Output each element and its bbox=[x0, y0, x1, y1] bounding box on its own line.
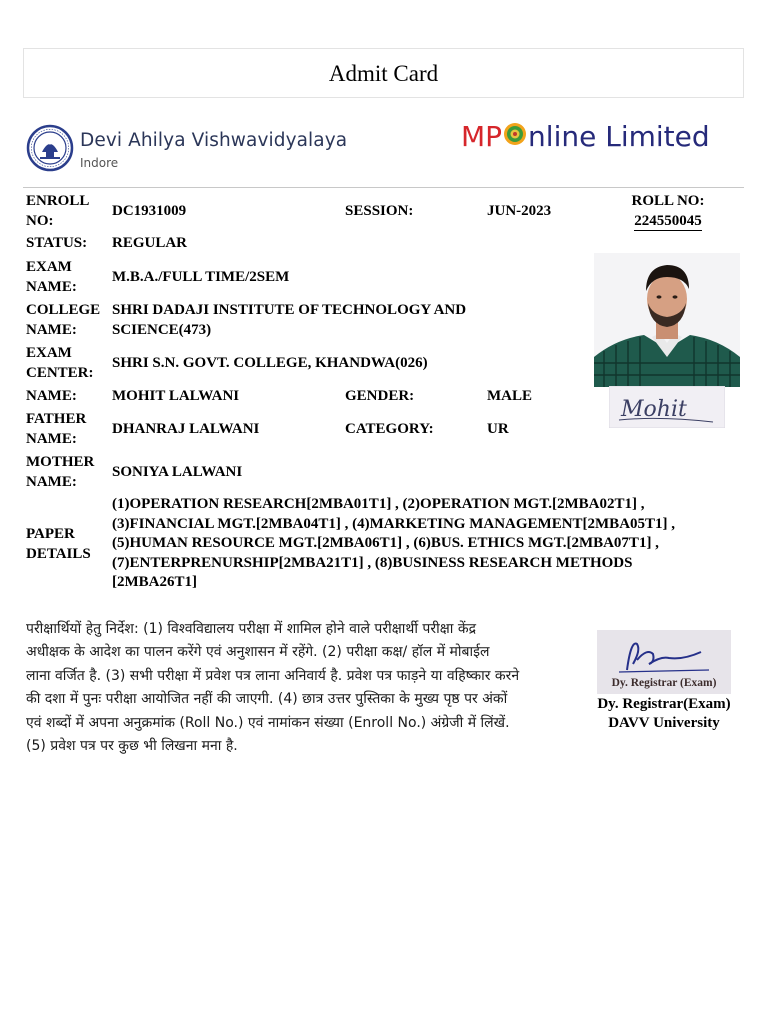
paper-line: (3)FINANCIAL MGT.[2MBA04T1] , (4)MARKETING MANAGEMENT[2MBA05T1] , bbox=[112, 515, 676, 532]
instruction-line: एवं शब्दों में अपना अनुक्रमांक (Roll No.) एवं नामांकन संख्या (Enroll No.) अंग्रेजी में लिंखें. bbox=[26, 714, 510, 731]
college-value bbox=[112, 301, 466, 340]
paper-line: (7)ENTERPRENURSHIP[2MBA21T1] , (8)BUSINESS RESEARCH METHODS bbox=[112, 554, 633, 571]
mother-name-value: SONIYA LALWANI bbox=[112, 464, 243, 480]
mponline-suffix: nline Limited bbox=[528, 119, 710, 153]
registrar-stamp-text: Dy. Registrar (Exam) bbox=[611, 677, 717, 689]
page-title: Admit Card bbox=[328, 61, 439, 86]
session-label: SESSION: bbox=[345, 203, 414, 219]
paper-details-label-line-1: PAPER bbox=[26, 526, 75, 542]
category-value: UR bbox=[487, 421, 509, 437]
mponline-prefix: MP bbox=[461, 119, 503, 153]
enroll-label-line-1: ENROLL bbox=[26, 193, 90, 209]
instruction-line: लाना वर्जित है. (3) सभी परीक्षा में प्रवेश पत्र लाना अनिवार्य है. प्रवेश पत्र फाड़ने या वहिष्कार करने bbox=[26, 667, 520, 684]
college-label-line-2: NAME: bbox=[26, 321, 77, 338]
father-name-label-line-2: NAME: bbox=[26, 430, 77, 447]
roll-label: ROLL NO: bbox=[631, 193, 705, 209]
exam-name-value: M.B.A./FULL TIME/2SEM bbox=[112, 269, 290, 285]
exam-center-label-line-2: CENTER: bbox=[26, 364, 94, 381]
candidate-signature-text: Mohit bbox=[621, 397, 687, 422]
mponline-logo bbox=[461, 116, 710, 156]
registrar-university: DAVV University bbox=[608, 715, 720, 731]
registrar-signature bbox=[597, 630, 731, 694]
gender-label: GENDER: bbox=[345, 388, 415, 404]
father-name-label bbox=[26, 410, 86, 449]
candidate-signature bbox=[609, 386, 725, 428]
instruction-line: परीक्षार्थियों हेतु निर्देश: (1) विश्वविद्यालय परीक्षा में शामिल होने वाले परीक्षार्थी परीक्षा केंद्र bbox=[26, 621, 477, 637]
status-label: STATUS: bbox=[26, 235, 88, 251]
paper-details-label-line-2: DETAILS bbox=[26, 545, 91, 562]
roll-number-block bbox=[620, 192, 716, 231]
mother-name-label-line-2: NAME: bbox=[26, 473, 77, 490]
college-value-line-2: SCIENCE(473) bbox=[112, 321, 212, 338]
college-value-line-1: SHRI DADAJI INSTITUTE OF TECHNOLOGY AND bbox=[112, 302, 467, 318]
paper-details-value bbox=[112, 495, 675, 593]
registrar-title: Dy. Registrar(Exam) bbox=[597, 696, 731, 712]
paper-line: (5)HUMAN RESOURCE MGT.[2MBA06T1] , (6)BUS. ETHICS MGT.[2MBA07T1] , bbox=[112, 535, 659, 551]
session-value: JUN-2023 bbox=[487, 203, 552, 219]
university-emblem-icon bbox=[26, 124, 74, 172]
category-label: CATEGORY: bbox=[345, 421, 434, 437]
instructions bbox=[26, 618, 586, 758]
college-label-line-1: COLLEGE bbox=[26, 302, 101, 318]
instruction-line: (5) प्रवेश पत्र पर कुछ भी लिखना मना है. bbox=[26, 738, 238, 755]
candidate-name-value: MOHIT LALWANI bbox=[112, 388, 240, 404]
exam-center-label bbox=[26, 344, 94, 383]
status-value: REGULAR bbox=[112, 235, 188, 251]
gender-value: MALE bbox=[487, 388, 532, 404]
paper-line: [2MBA26T1] bbox=[112, 574, 197, 590]
paper-line: (1)OPERATION RESEARCH[2MBA01T1] , (2)OPERATION MGT.[2MBA02T1] , bbox=[112, 496, 645, 512]
exam-center-value: SHRI S.N. GOVT. COLLEGE, KHANDWA(026) bbox=[112, 355, 428, 371]
header-divider bbox=[23, 187, 744, 188]
enroll-label bbox=[26, 192, 89, 231]
instruction-line: अधीक्षक के आदेश का पालन करेंगे एवं अनुशासन में रहेंगे. (2) परीक्षा कक्ष/ हॉल में मोबाईल bbox=[26, 644, 490, 661]
university-city: Indore bbox=[80, 156, 119, 170]
college-label bbox=[26, 301, 100, 340]
enroll-label-line-2: NO: bbox=[26, 212, 54, 229]
enroll-value: DC1931009 bbox=[112, 203, 187, 219]
exam-name-label bbox=[26, 258, 77, 297]
father-name-value: DHANRAJ LALWANI bbox=[112, 421, 260, 437]
exam-center-label-line-1: EXAM bbox=[26, 345, 72, 361]
exam-name-label-line-1: EXAM bbox=[26, 259, 72, 275]
candidate-photo bbox=[594, 253, 740, 387]
roll-value: 224550045 bbox=[634, 212, 702, 229]
university-name: Devi Ahilya Vishwavidyalaya bbox=[80, 130, 348, 151]
exam-name-label-line-2: NAME: bbox=[26, 278, 77, 295]
mother-name-label bbox=[26, 453, 94, 492]
paper-details-label bbox=[26, 525, 91, 564]
instruction-line: की दशा में पुनः परीक्षा आयोजित नहीं की जाएगी. (4) छात्र उत्तर पुस्तिका के मुख्य पृष्ठ पर अंकों bbox=[26, 691, 508, 708]
candidate-name-label: NAME: bbox=[26, 388, 77, 404]
mponline-emblem-icon bbox=[503, 122, 527, 146]
admit-card-title-box bbox=[23, 48, 744, 98]
father-name-label-line-1: FATHER bbox=[26, 411, 87, 427]
mother-name-label-line-1: MOTHER bbox=[26, 454, 95, 470]
